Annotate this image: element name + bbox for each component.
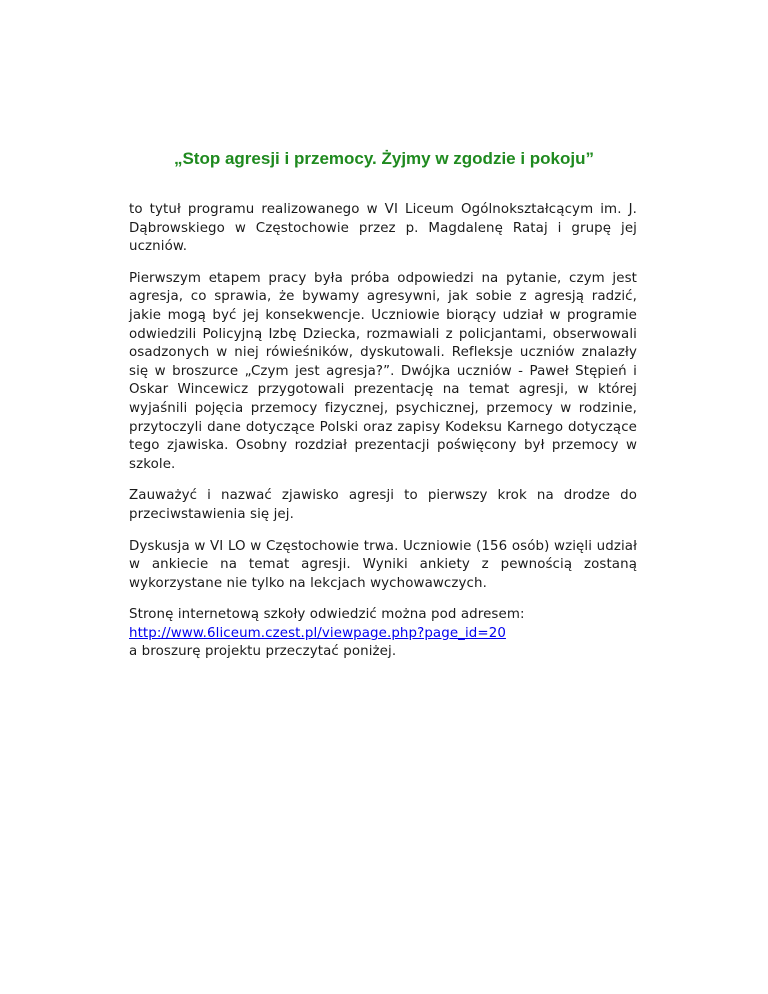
paragraph-first-stage: Pierwszym etapem pracy była próba odpowiedzi na pytanie, czym jest agresja, co sprawia, że bywamy agresywni, jak sobie z agresją radzić, jakie mogą być jej konsekwencje. Uczniowie biorący udział w programie odwiedzili Policyjną Izbę Dziecka, rozmawiali z policjantami, obserwowali osadzonych w niej rówieśników, dyskutowali. Refleksje uczniów znalazły się w broszurce „Czym jest agresja?”. Dwójka uczniów - Paweł Stępień i Oskar Wincewicz przygotowali prezentację na temat agresji, w której wyjaśnili pojęcia przemocy fizycznej, psychicznej, przemocy w rodzinie, przytoczyli dane dotyczące Polski oraz zapisy Kodeksu Karnego dotyczące tego zjawiska. Osobny rozdział prezentacji poświęcony był przemocy w szkole. xyxy=(129,270,637,472)
closing-outro-text: a broszurę projektu przeczytać poniżej. xyxy=(129,644,397,660)
paragraph-first-step: Zauważyć i nazwać zjawisko agresji to pierwszy krok na drodze do przeciwstawienia się jej. xyxy=(129,488,637,522)
document-title: „Stop agresji i przemocy. Żyjmy w zgodzie i pokoju” xyxy=(173,149,595,168)
closing-intro-text: Stronę internetową szkoły odwiedzić można pod adresem: xyxy=(129,607,525,623)
paragraph-intro: to tytuł programu realizowanego w VI Liceum Ogólnokształcącym im. J. Dąbrowskiego w Częstochowie przez p. Magdalenę Rataj i grupę jej uczniów. xyxy=(129,202,637,255)
document-body xyxy=(129,201,637,675)
paragraph-closing xyxy=(129,606,637,662)
school-website-link[interactable]: http://www.6liceum.czest.pl/viewpage.php?page_id=20 xyxy=(129,625,506,641)
paragraph-discussion: Dyskusja w VI LO w Częstochowie trwa. Uczniowie (156 osób) wzięli udział w ankiecie na temat agresji. Wyniki ankiety z pewnością zostaną wykorzystane nie tylko na lekcjach wychowawczych. xyxy=(129,538,637,591)
